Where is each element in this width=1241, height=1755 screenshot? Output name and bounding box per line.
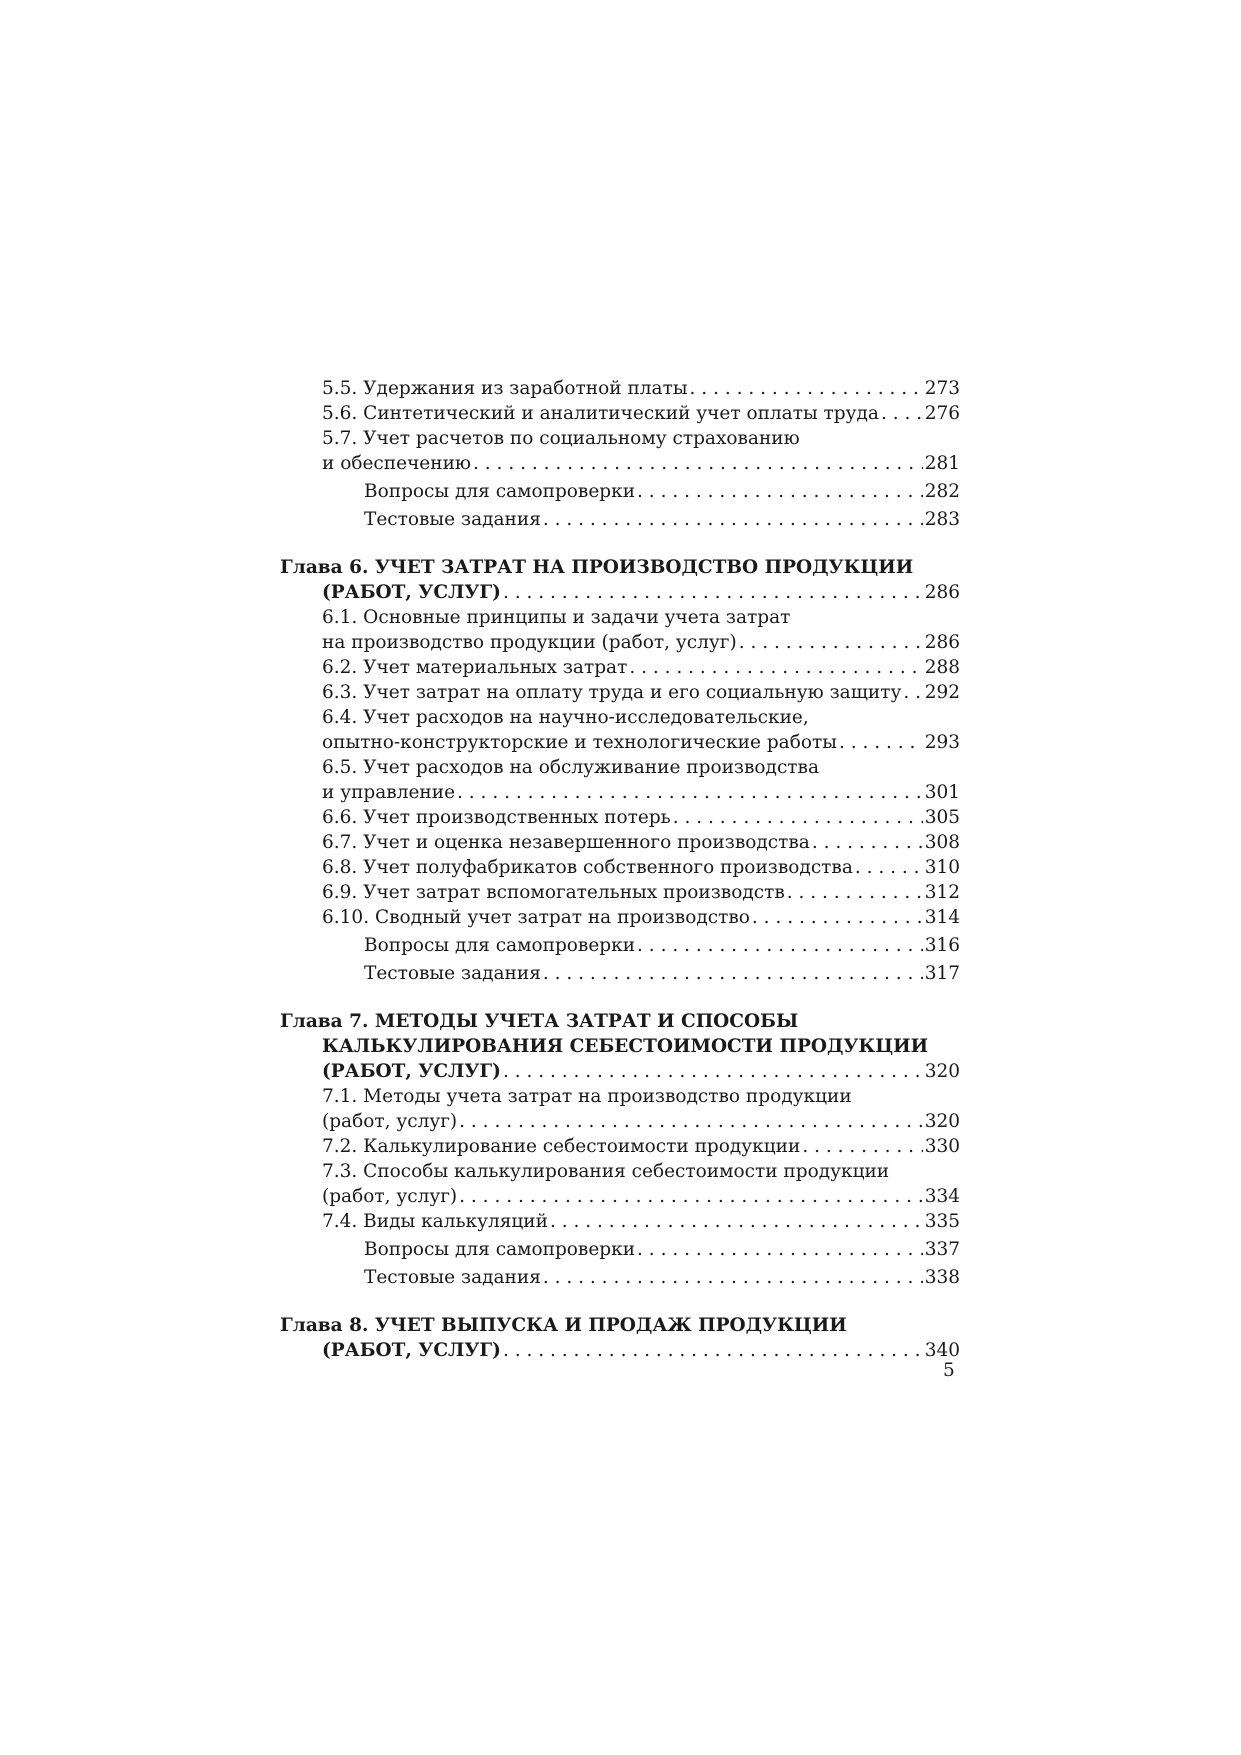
toc-entry-6-4: 6.4. Учет расходов на научно-исследовательские, — [322, 707, 809, 728]
toc-entry-6-8: 6.8. Учет полуфабрикатов собственного производства . . . 310 — [280, 855, 960, 880]
toc-entry-6-10: 6.10. Сводный учет затрат на производство . . . 314 — [280, 905, 960, 930]
toc-entry-7-3: 7.3. Способы калькулирования себестоимости продукции — [322, 1161, 890, 1182]
toc-chapter-8-title-cont: (РАБОТ, УСЛУГ) . . . 340 — [280, 1338, 960, 1363]
toc-chapter-7-title-cont: КАЛЬКУЛИРОВАНИЯ СЕБЕСТОИМОСТИ ПРОДУКЦИИ — [322, 1036, 929, 1057]
toc-entry-ch7-tests: Тестовые задания . . . 338 — [280, 1265, 960, 1290]
toc-entry-5-6: 5.6. Синтетический и аналитический учет оплаты труда . . . 276 — [280, 401, 960, 426]
toc-chapter-8-title: Глава 8. УЧЕТ ВЫПУСКА И ПРОДАЖ ПРОДУКЦИИ — [280, 1315, 847, 1336]
toc-entry-6-4-cont: опытно-конструкторские и технологические работы . . . 293 — [280, 730, 960, 755]
toc-chapter-7-title: Глава 7. МЕТОДЫ УЧЕТА ЗАТРАТ И СПОСОБЫ — [280, 1011, 799, 1032]
toc-chapter-6-title-cont: (РАБОТ, УСЛУГ) . . . 286 — [280, 580, 960, 605]
toc-entry-6-9: 6.9. Учет затрат вспомогательных производств . . . 312 — [280, 880, 960, 905]
toc-entry-ch7-questions: Вопросы для самопроверки . . . 337 — [280, 1237, 960, 1262]
toc-entry-7-3-cont: (работ, услуг) . . . 334 — [280, 1184, 960, 1209]
toc-entry-7-1-cont: (работ, услуг) . . . 320 — [280, 1109, 960, 1134]
toc-entry-5-7: 5.7. Учет расчетов по социальному страхованию — [322, 428, 800, 449]
toc-entry-ch6-questions: Вопросы для самопроверки . . . 316 — [280, 933, 960, 958]
toc-entry-6-3: 6.3. Учет затрат на оплату труда и его социальную защиту . . . 292 — [280, 680, 960, 705]
toc-entry-ch5-tests: Тестовые задания . . . 283 — [280, 507, 960, 532]
table-of-contents — [280, 376, 960, 1363]
toc-entry-6-7: 6.7. Учет и оценка незавершенного производства . . . 308 — [280, 830, 960, 855]
toc-entry-7-1: 7.1. Методы учета затрат на производство продукции — [322, 1086, 852, 1107]
toc-entry-6-1: 6.1. Основные принципы и задачи учета затрат — [322, 607, 791, 628]
toc-chapter-7-title-cont2: (РАБОТ, УСЛУГ) . . . 320 — [280, 1059, 960, 1084]
toc-entry-6-1-cont: на производство продукции (работ, услуг) . . . 286 — [280, 630, 960, 655]
page-number: 5 — [943, 1360, 955, 1381]
toc-entry-ch5-questions: Вопросы для самопроверки . . . 282 — [280, 479, 960, 504]
toc-entry-5-5: 5.5. Удержания из заработной платы . . . 273 — [280, 376, 960, 401]
toc-entry-5-7-cont: и обеспечению . . . 281 — [280, 451, 960, 476]
toc-entry-7-2: 7.2. Калькулирование себестоимости продукции . . . 330 — [280, 1134, 960, 1159]
toc-entry-6-5-cont: и управление . . . 301 — [280, 780, 960, 805]
toc-entry-7-4: 7.4. Виды калькуляций . . . 335 — [280, 1209, 960, 1234]
toc-entry-6-6: 6.6. Учет производственных потерь . . . 305 — [280, 805, 960, 830]
toc-entry-6-5: 6.5. Учет расходов на обслуживание производства — [322, 757, 819, 778]
toc-chapter-6-title: Глава 6. УЧЕТ ЗАТРАТ НА ПРОИЗВОДСТВО ПРОДУКЦИИ — [280, 557, 914, 578]
toc-entry-ch6-tests: Тестовые задания . . . 317 — [280, 961, 960, 986]
toc-entry-6-2: 6.2. Учет материальных затрат . . . 288 — [280, 655, 960, 680]
